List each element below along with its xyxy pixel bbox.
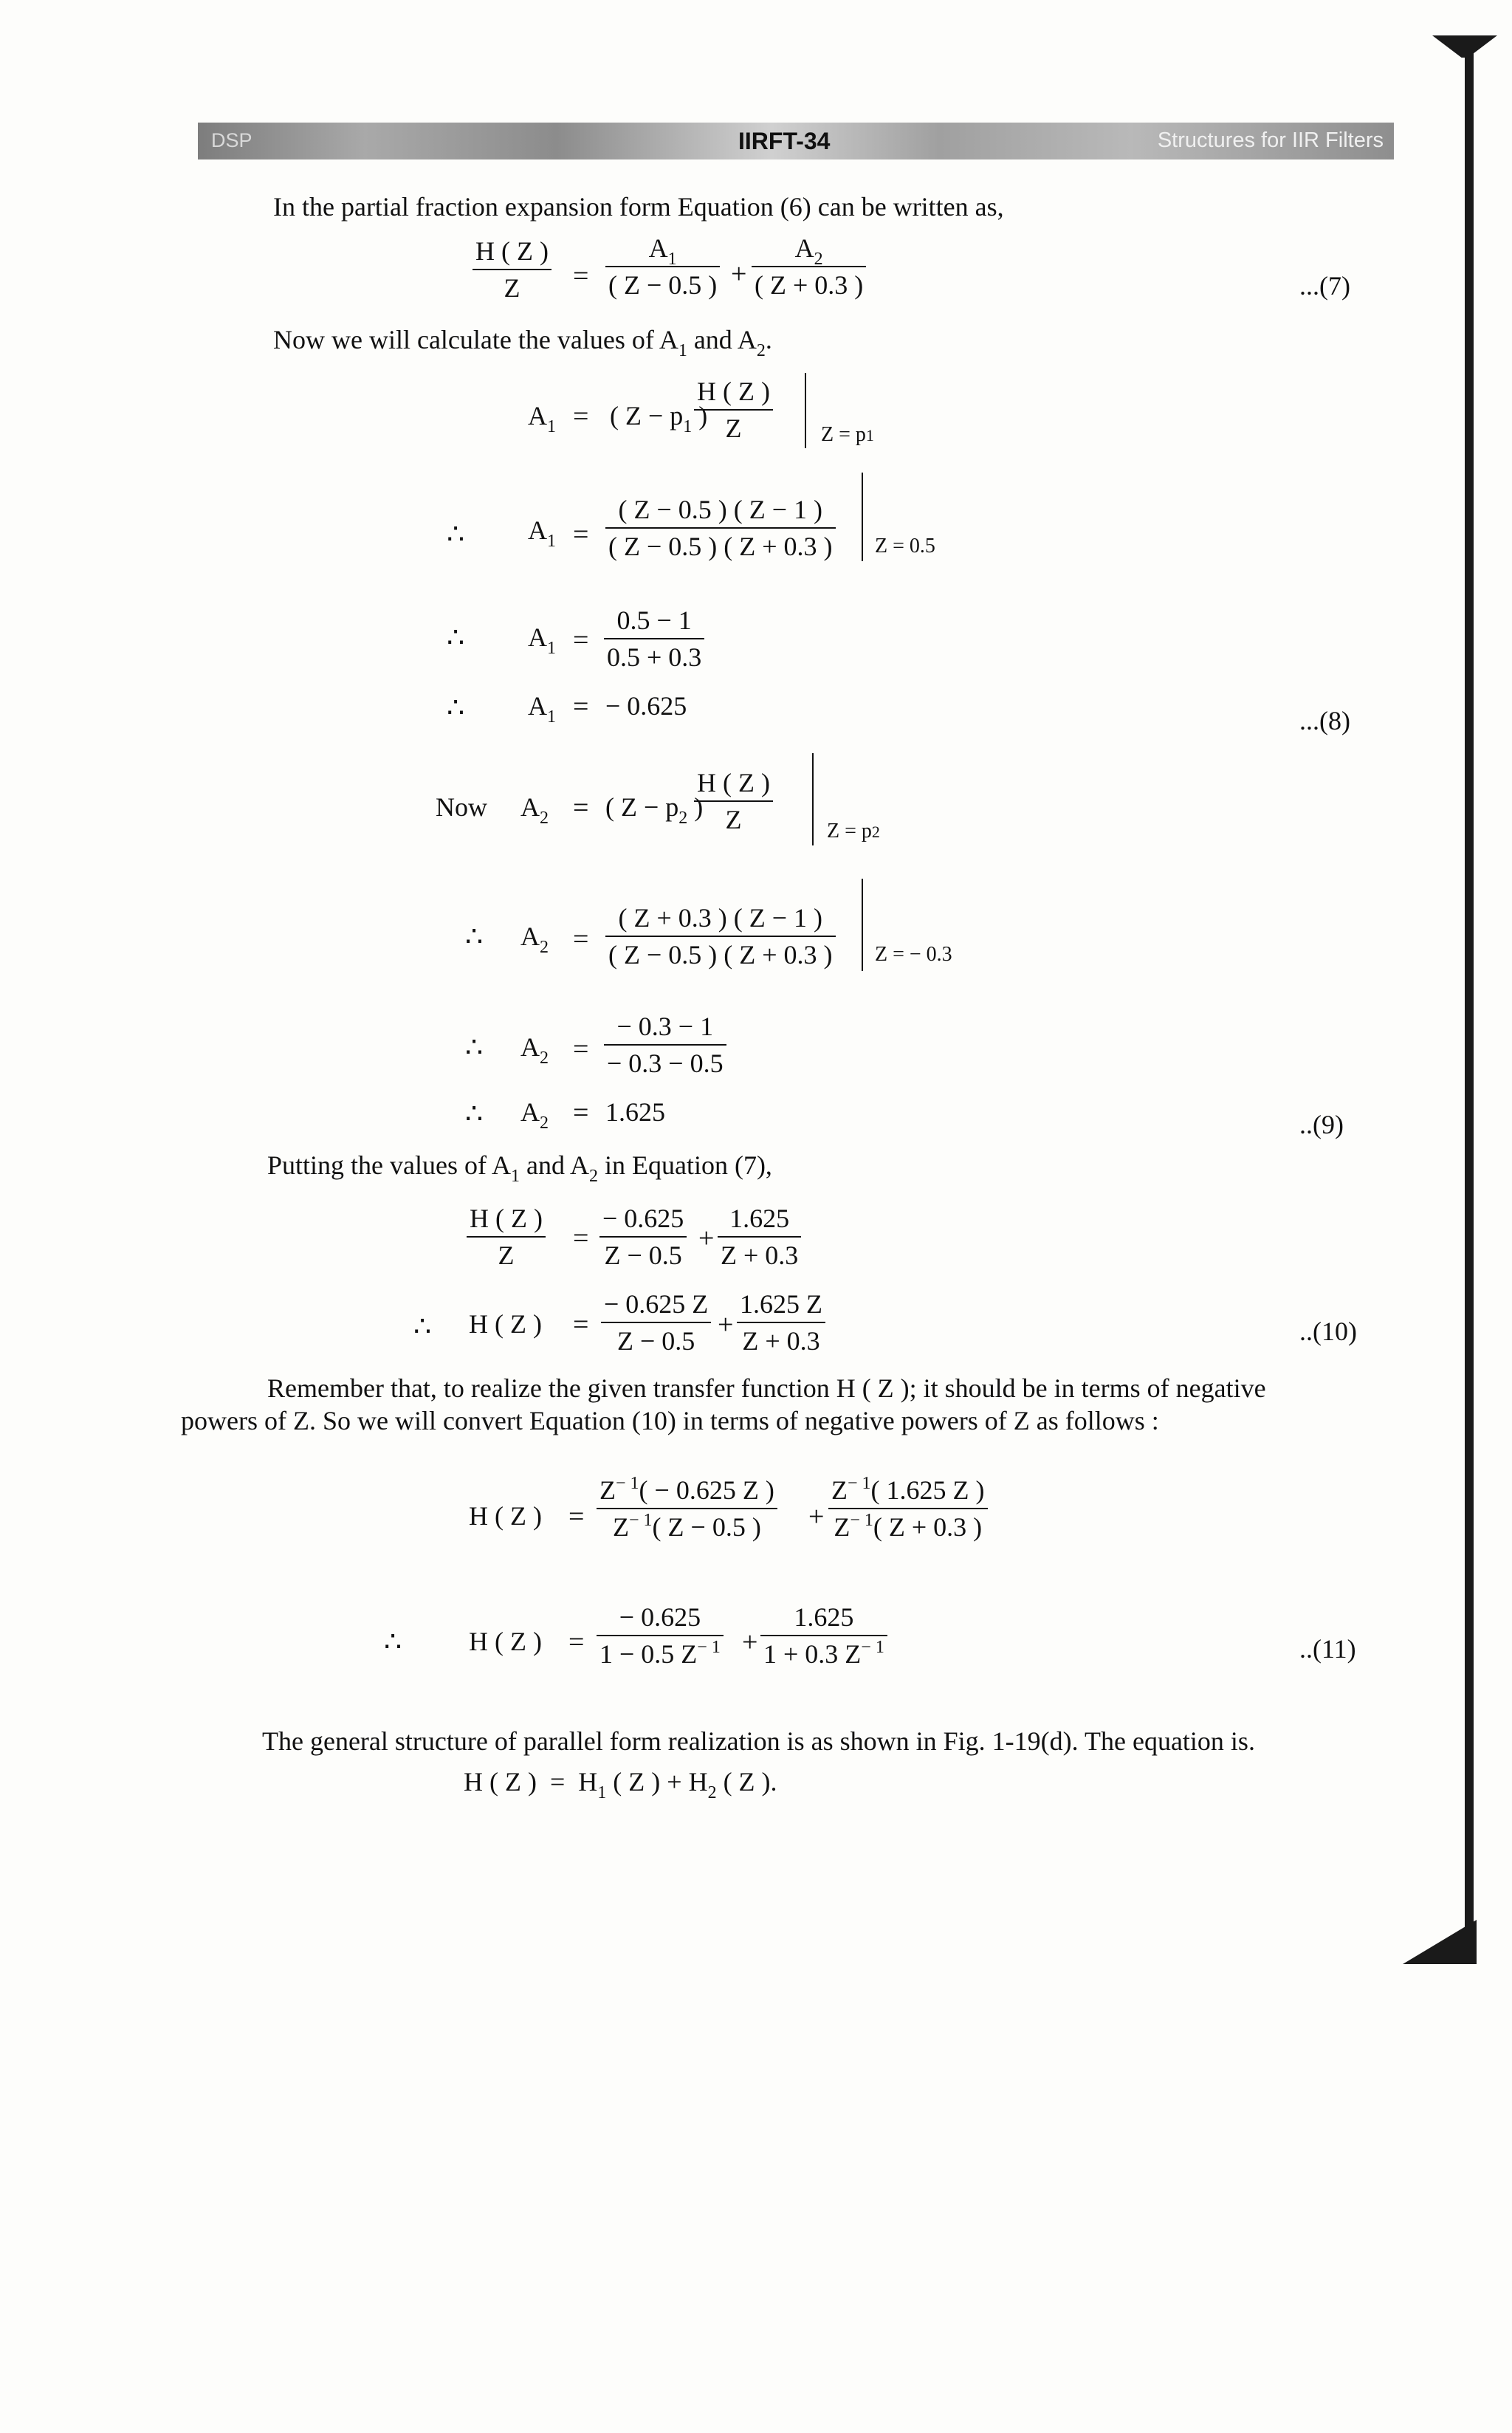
eq7-lhs: $\frac{H ( Z )}{Z}$ [472, 238, 551, 301]
intro-text: In the partial fraction expansion form Equation (6) can be written as, [273, 192, 1004, 222]
equation-number-10: ..(10) [1299, 1317, 1357, 1346]
final-equation: H ( Z ) = $H_1$ ( Z ) + $H_2$ ( Z ). [464, 1767, 777, 1802]
eq7-term-2: $\frac{A_2}{( Z + 0.3 )}$ [752, 235, 866, 298]
remember-paragraph-line-2: powers of Z. So we will convert Equation (10) in terms of negative powers of Z as follows : [181, 1406, 1159, 1435]
binding-edge-top [1432, 35, 1497, 58]
general-structure-text: The general structure of parallel form realization is as shown in Fig. 1-19(d). The equation is. [262, 1726, 1255, 1756]
binding-edge [1465, 44, 1474, 1964]
putting-values-text: Putting the values of $A_1$ and $A_2$ in Equation (7), [267, 1150, 772, 1186]
equation-number-11: ..(11) [1299, 1634, 1356, 1664]
binding-edge-bottom [1403, 1920, 1477, 1964]
page-header [198, 123, 1394, 159]
remember-paragraph: Remember that, to realize the given transfer function H ( Z ); it should be in terms of negative [267, 1373, 1266, 1403]
equation-number-8: ...(8) [1299, 706, 1350, 735]
equation-number-7: ...(7) [1299, 271, 1350, 301]
calc-intro-text: Now we will calculate the values of $A_1$ and $A_2$. [273, 325, 772, 360]
eq7-term-1: $\frac{A_1}{( Z - 0.5 )}$ [605, 235, 720, 298]
header-page-code: IIRFT-34 [738, 128, 831, 154]
equation-number-9: ..(9) [1299, 1110, 1344, 1139]
header-section-title: Structures for IIR Filters [1157, 128, 1384, 152]
header-book-label: DSP [211, 129, 252, 151]
